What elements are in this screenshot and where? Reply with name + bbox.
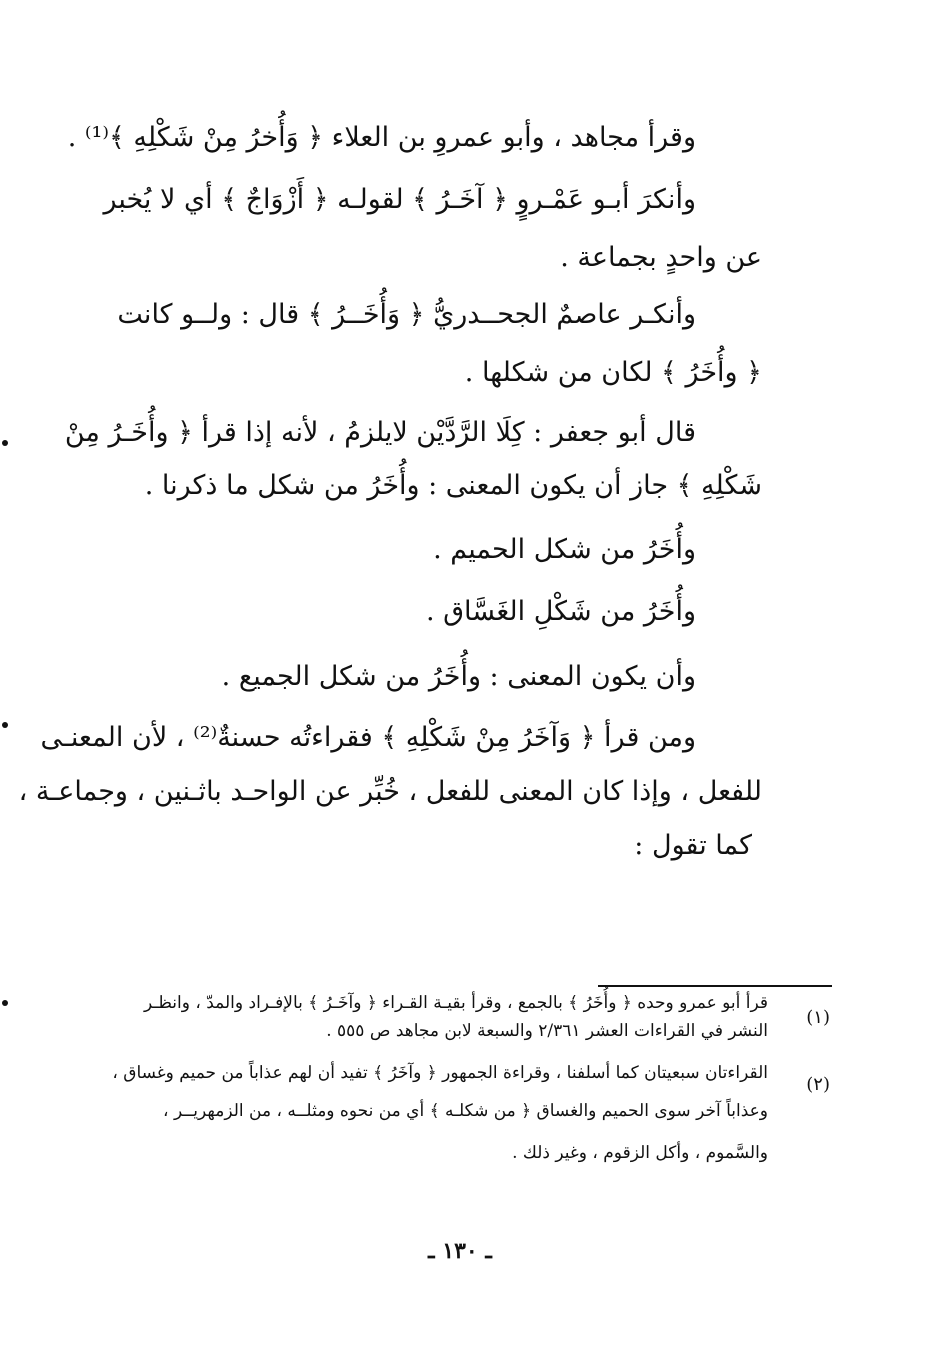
body-line: وأنكـر عاصمٌ الجحــدريُّ ﴿ وَأُخَــرُ ﴾ قال : ولــو كانت xyxy=(117,299,696,330)
body-line: ومن قرأ ﴿ وَآخَرُ مِنْ شَكْلِهِ ﴾ فقراءتُه حسنةٌ⁽²⁾ ، لأن المعنـى xyxy=(40,722,696,753)
body-line: شَكْلِهِ ﴾ جاز أن يكون المعنى : وأُخَرُ من شكل ما ذكرنا . xyxy=(144,470,762,501)
body-line: وأنكرَ أبـو عَمْـروٍ ﴿ آخَـرُ ﴾ لقولـه ﴿ أَزْوَاجٌ ﴾ أي لا يُخبر xyxy=(103,184,696,215)
footnote-line: النشر في القراءات العشر ٢/٣٦١ والسبعة لابن مجاهد ص ٥٥٥ . xyxy=(326,1021,768,1041)
body-line: وأن يكون المعنى : وأُخَرُ من شكل الجميع . xyxy=(221,661,696,692)
footnote-number: (٢) xyxy=(806,1074,830,1095)
body-line: ﴿ وأُخَرُ ﴾ لكان من شكلها . xyxy=(464,357,762,388)
page-number: ـ ١٣٠ ـ xyxy=(428,1238,492,1264)
body-line: وقرأ مجاهد ، وأبو عمروِ بن العلاء ﴿ وَأُخرُ مِنْ شَكْلِهِ ﴾⁽¹⁾ . xyxy=(67,122,696,153)
footnote-line: والسَّموم ، وأكل الزقوم ، وغير ذلك . xyxy=(512,1143,768,1163)
footnote-line: القراءتان سبعيتان كما أسلفنا ، وقراءة الجمهور ﴿ وآخَرُ ﴾ تفيد أن لهم عذاباً من حميم وغساق ، xyxy=(112,1063,768,1083)
footnote-number: (١) xyxy=(806,1007,830,1028)
footnote-line: وعذاباً آخر سوى الحميم والغساق ﴿ من شكلـه ﴾ أي من نحوه ومثلــه ، من الزمهريــر ، xyxy=(163,1101,768,1121)
scan-mark xyxy=(2,1000,8,1006)
body-line: عن واحدٍ بجماعة . xyxy=(560,242,762,273)
body-line: وأُخَرُ من شكل الحميم . xyxy=(433,534,696,565)
footnote-line: قرأ أبو عمرو وحده ﴿ وأُخَرُ ﴾ بالجمع ، وقرأ بقيـة القـراء ﴿ وآخَـرُ ﴾ بالإفـراد والمدّ ، وانظـر xyxy=(143,993,768,1013)
body-line: قال أبو جعفر : كِلَا الرَّدَّيْن لايلزمُ ، لأنه إذا قرأ ﴿ وأُخَـرُ مِنْ xyxy=(64,417,696,448)
body-line: للفعل ، وإذا كان المعنى للفعل ، خُبِّر عن الواحـد باثـنين ، وجماعـة ، xyxy=(18,776,762,807)
footnote-separator xyxy=(598,985,832,987)
scan-mark xyxy=(2,722,8,728)
scan-mark xyxy=(2,440,8,446)
body-line: كما تقول : xyxy=(634,830,752,861)
body-line: وأُخَرُ من شَكْلِ الغَسَّاق . xyxy=(425,596,696,627)
